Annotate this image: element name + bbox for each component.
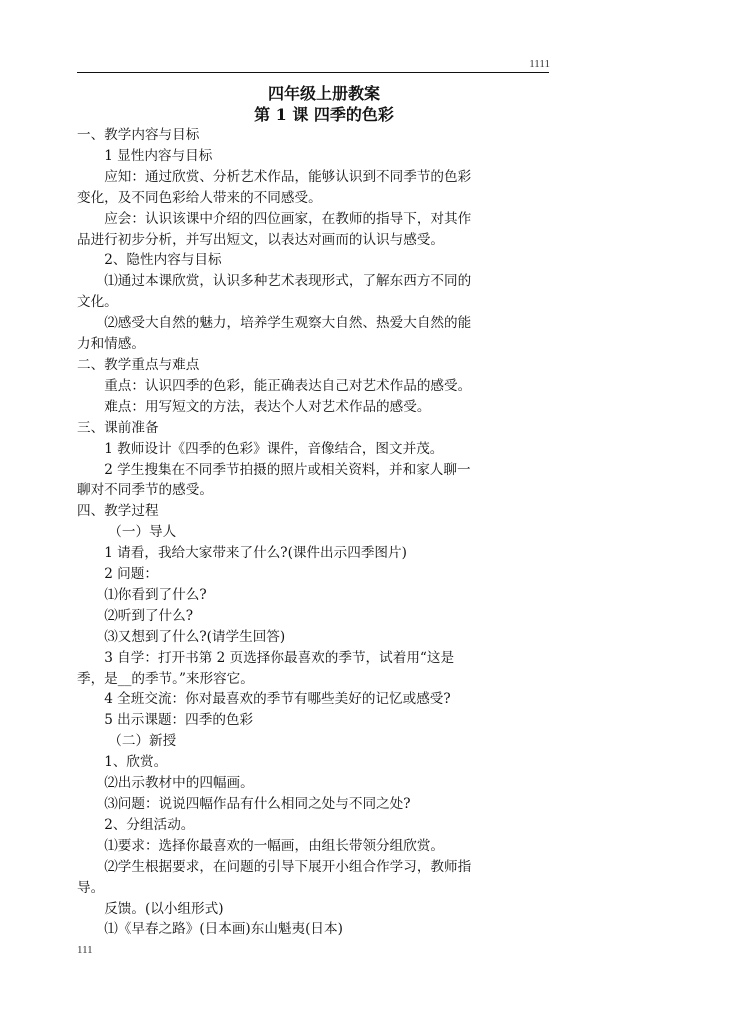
text-line: ⑴你看到了什么? xyxy=(104,586,207,603)
text-line: 2、隐性内容与目标 xyxy=(104,252,222,269)
lesson-title: 第 1 课 四季的色彩 xyxy=(254,105,394,124)
header-rule xyxy=(77,72,549,73)
text-line: 导。 xyxy=(77,879,105,896)
text-line: ⑶问题：说说四幅作品有什么相同之处与不同之处? xyxy=(104,796,411,812)
text-line: 四、教学过程 xyxy=(77,503,159,520)
text-line: 品进行初步分析，并写出短文，以表达对画而的认识与感受。 xyxy=(77,231,445,248)
text-line: 1、欣赏。 xyxy=(104,754,168,771)
text-line: 1 请看，我给大家带来了什么?(课件出示四季图片) xyxy=(104,545,407,562)
text-line: 2 问题： xyxy=(104,566,158,583)
text-line: 2 学生搜集在不同季节拍摄的照片或相关资料，并和家人聊一 xyxy=(104,461,471,478)
text-line: 反馈。(以小组形式) xyxy=(104,900,224,917)
text-line: 二、教学重点与难点 xyxy=(77,356,200,373)
text-line: （一）导人 xyxy=(108,524,177,541)
text-line: 4 全班交流：你对最喜欢的季节有哪些美好的记忆或感受? xyxy=(104,691,451,708)
text-line: 聊对不同季节的感受。 xyxy=(77,482,213,499)
text-line: 3 自学：打开书第 2 页选择你最喜欢的季节，试着用“这是 xyxy=(104,649,455,666)
text-line: 1 显性内容与目标 xyxy=(104,147,213,164)
text-line: ⑵学生根据要求，在问题的引导下展开小组合作学习，教师指 xyxy=(104,858,472,875)
text-line: 5 出示课题：四季的色彩 xyxy=(104,712,254,729)
text-line: （二）新授 xyxy=(108,733,177,750)
text-line: 应会：认识该课中介绍的四位画家，在教师的指导下，对其作 xyxy=(104,210,472,227)
text-line: ⑵听到了什么? xyxy=(104,607,194,624)
text-line: ⑵感受大自然的魅力，培养学生观察大自然、热爱大自然的能 xyxy=(104,315,472,332)
text-line: ⑴《早春之路》(日本画)东山魁夷(日本) xyxy=(104,921,343,938)
text-line: 2、分组活动。 xyxy=(104,816,195,833)
text-line: 难点：用写短文的方法，表达个人对艺术作品的感受。 xyxy=(104,398,431,415)
text-line: ⑴要求：选择你最喜欢的一幅画，由组长带领分组欣赏。 xyxy=(104,837,445,854)
text-line: 季，是__的季节。”来形容它。 xyxy=(77,670,254,687)
text-line: 1 教师设计《四季的色彩》课件，音像结合，图文并茂。 xyxy=(104,440,444,457)
text-line: 文化。 xyxy=(77,294,118,311)
text-line: ⑴通过本课欣赏，认识多种艺术表现形式，了解东西方不同的 xyxy=(104,273,472,290)
text-line: 力和情感。 xyxy=(77,336,145,353)
footer-page-number: 111 xyxy=(77,944,93,956)
document-title: 四年级上册教案 xyxy=(267,84,380,103)
document-body xyxy=(77,83,553,940)
body-text xyxy=(77,125,553,940)
text-line: 重点：认识四季的色彩，能正确表达自己对艺术作品的感受。 xyxy=(104,377,472,394)
text-line: 应知：通过欣赏、分析艺术作品，能够认识到不同季节的色彩 xyxy=(104,168,472,185)
text-line: 三、课前准备 xyxy=(77,419,159,436)
text-line: 变化，及不同色彩给人带来的不同感受。 xyxy=(77,189,322,206)
header-page-number: 1111 xyxy=(529,58,550,70)
text-line: ⑵出示教材中的四幅画。 xyxy=(104,775,254,792)
text-line: 一、教学内容与目标 xyxy=(77,127,200,143)
text-line: ⑶又想到了什么?(请学生回答) xyxy=(104,628,286,645)
